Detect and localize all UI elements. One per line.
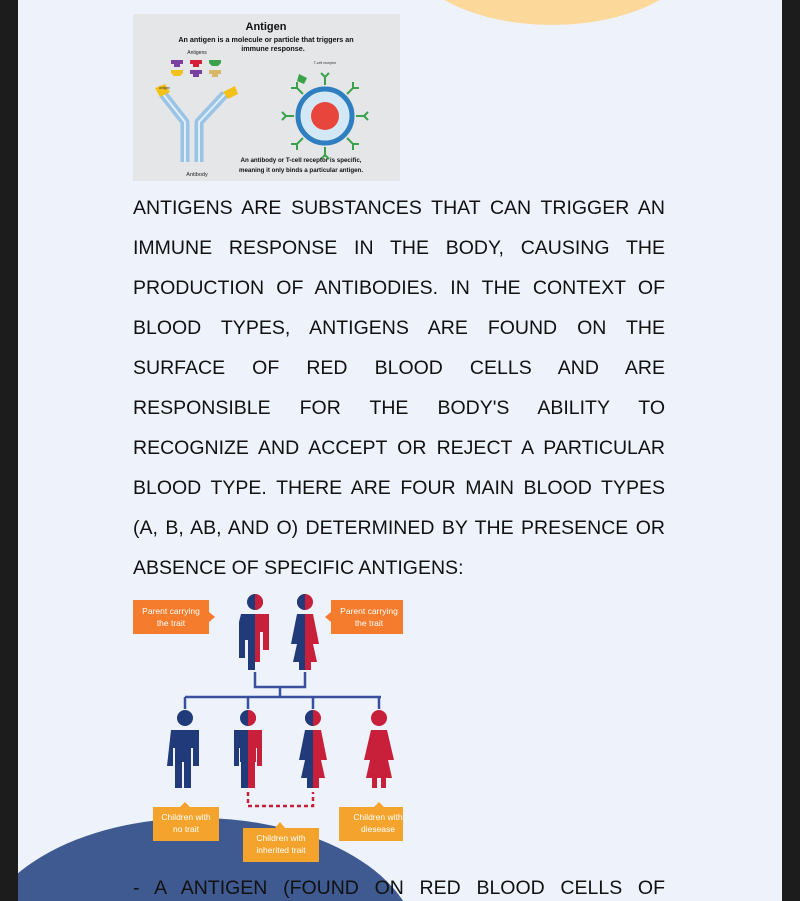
antigen-purple-icon-2 <box>190 70 202 77</box>
antigen-paragraph: ANTIGENS ARE SUBSTANCES THAT CAN TRIGGER AN IMMUNE RESPONSE IN THE BODY, CAUSING THE PRODUCTION OF ANTIBODIES. IN THE CONTEXT OF BLOOD TYPES, ANTIGENS ARE FOUND ON THE SURFACE OF RED BLOOD CELLS AND ARE RESPONSIBLE FOR THE BODY'S ABILITY TO RECOGNIZE AND ACCEPT OR REJECT A PARTICULAR BLOOD TYPE. THERE ARE FOUR MAIN BLOOD TYPES (A, B, AB, AND O) DETERMINED BY THE PRESENCE OR ABSENCE OF SPECIFIC ANTIGENS: <box>133 197 665 579</box>
antigen-caption-line1: An antibody or T-cell receptor is specific, <box>240 157 362 164</box>
antigen-green-icon <box>209 60 221 66</box>
family-tree-lines <box>185 672 381 806</box>
child-disease-label <box>339 802 403 841</box>
antibody-label: Antibody <box>186 172 208 178</box>
antigen-subtitle-line1: An antigen is a molecule or particle that triggers an <box>178 35 354 44</box>
trailing-text: - A ANTIGEN (FOUND ON RED BLOOD CELLS OF <box>133 877 665 899</box>
document-page <box>18 0 782 901</box>
antibody-icon <box>155 84 238 162</box>
antigen-purple-icon <box>171 60 183 67</box>
svg-text:the trait: the trait <box>354 618 384 628</box>
child-inherited-trait-icon <box>234 710 262 788</box>
antigen-subtitle-line2: immune response. <box>241 44 305 53</box>
t-cell-icon <box>282 73 368 159</box>
child-disease-icon <box>364 710 394 788</box>
child-inherited-trait-label <box>243 822 319 862</box>
antigen-red-icon <box>190 60 202 67</box>
antigen-title: Antigen <box>245 21 287 33</box>
parent-mother-icon <box>291 594 319 670</box>
antigen-yellow-icon <box>171 70 183 76</box>
child-no-trait-label <box>153 802 219 841</box>
svg-text:Children with: Children with <box>256 833 306 843</box>
svg-text:inherited trait: inherited trait <box>256 845 306 855</box>
parent-father-icon <box>239 594 269 670</box>
svg-text:Parent carrying: Parent carrying <box>340 606 398 616</box>
tcell-label: T-cell receptor <box>313 61 337 65</box>
svg-text:no trait: no trait <box>173 824 199 834</box>
child-no-trait-icon <box>167 710 199 788</box>
svg-text:Children with: Children with <box>353 812 403 822</box>
antigen-infographic <box>133 14 400 181</box>
antigens-label: Antigens <box>187 50 207 56</box>
antigen-caption-line2: meaning it only binds a particular antigen. <box>238 167 364 174</box>
antigen-shapes <box>171 60 221 77</box>
svg-text:Parent carrying: Parent carrying <box>142 606 200 616</box>
decorative-circle-top <box>402 0 702 25</box>
parent-right-label <box>325 600 403 634</box>
svg-text:Antigen: Antigen <box>159 86 170 90</box>
svg-text:the trait: the trait <box>156 618 186 628</box>
svg-text:diesease: diesease <box>360 824 396 834</box>
antigen-tan-icon <box>209 70 221 77</box>
svg-text:Children with: Children with <box>161 812 211 822</box>
child-inherited-trait-icon-2 <box>299 710 327 788</box>
parent-left-label <box>133 600 215 634</box>
inheritance-diagram <box>133 592 403 862</box>
